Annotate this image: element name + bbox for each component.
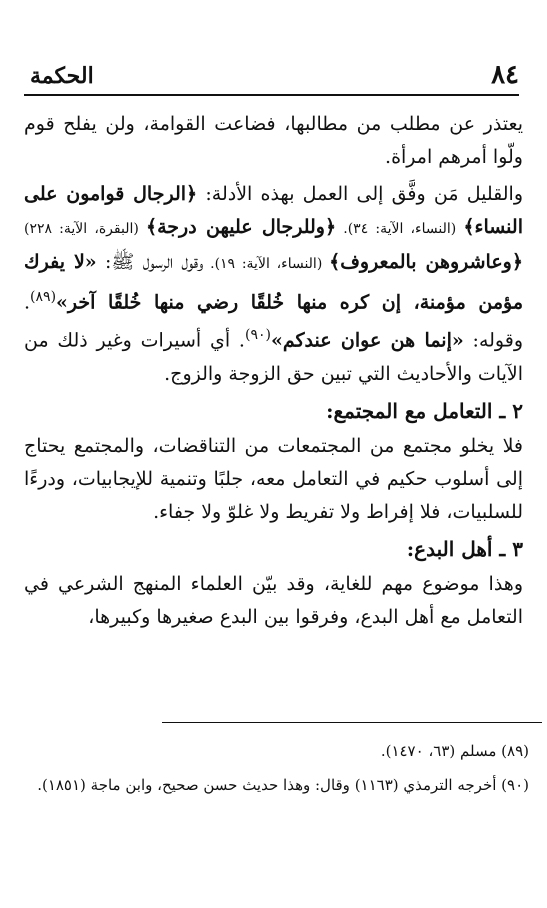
quran-verse: ﴿وعاشروهن بالمعروف﴾: [329, 251, 523, 273]
text-run: . وقوله:: [24, 291, 523, 352]
verse-citation: (النساء، الآية: ٣٤).: [336, 221, 464, 237]
footnote-ref: (٨٩): [30, 289, 57, 305]
text-run: . أي أسيرات وغير ذلك من الآيات والأحاديث التي تبين حق الزوجة والزوج.: [24, 329, 523, 385]
hadith-quote: «لا يفرك مؤمن مؤمنة، إن كره منها خُلقًا رضي منها خُلقًا آخر»: [24, 251, 523, 314]
running-title: الحكمة: [30, 63, 94, 89]
page-header: [24, 60, 519, 100]
paragraph-3: فلا يخلو مجتمع من المجتمعات من التناقضات، والمجتمع يحتاج إلى أسلوب حكيم في التعامل معه، جلبًا وتنمية للإيجابيات، ودرءًا للسلبيات، فلا إفراط ولا تفريط ولا غلوّ ولا جفاء.: [24, 434, 523, 523]
verse-citation: (النساء، الآية: ١٩).: [203, 256, 330, 272]
section-heading-3: ٣ ـ أهل البدع:: [406, 536, 523, 561]
paragraph-1: يعتذر عن مطلب من مطالبها، فضاعت القوامة، ولن يفلح قوم ولّوا أمرهم امرأة.: [24, 113, 523, 168]
paragraph-2: [24, 178, 523, 391]
hadith-quote: «إنما هن عوان عندكم»: [270, 329, 464, 352]
footnote-89: (٨٩) مسلم (٦٣، ١٤٧٠).: [380, 742, 529, 760]
quran-verse: ﴿وللرجال عليهن درجة﴾: [145, 216, 337, 238]
footnote-separator: [162, 722, 542, 723]
header-rule: [24, 94, 519, 96]
text-run: وقول الرسول ﷺ:: [96, 251, 204, 273]
page-number: ٨٤: [491, 60, 519, 90]
footnotes: [24, 736, 529, 804]
text-run: والقليل مَن وفَّق إلى العمل بهذه الأدلة:: [197, 183, 523, 205]
paragraph-4: وهذا موضوع مهم للغاية، وقد بيّن العلماء المنهج الشرعي في التعامل مع أهل البدع، وفرقوا بين البدع صغيرها وكبيرها،: [24, 572, 523, 628]
verse-citation: (البقرة، الآية: ٢٢٨): [24, 221, 146, 237]
footnote-90: (٩٠) أخرجه الترمذي (١١٦٣) وقال: وهذا حديث حسن صحيح، وابن ماجة (١٨٥١).: [37, 776, 529, 794]
quran-verse: ﴿الرجال قوامون على النساء﴾: [24, 183, 523, 238]
page-body: [24, 108, 523, 638]
footnote-ref: (٩٠): [244, 327, 271, 344]
section-heading-2: ٢ ـ التعامل مع المجتمع:: [326, 398, 523, 423]
